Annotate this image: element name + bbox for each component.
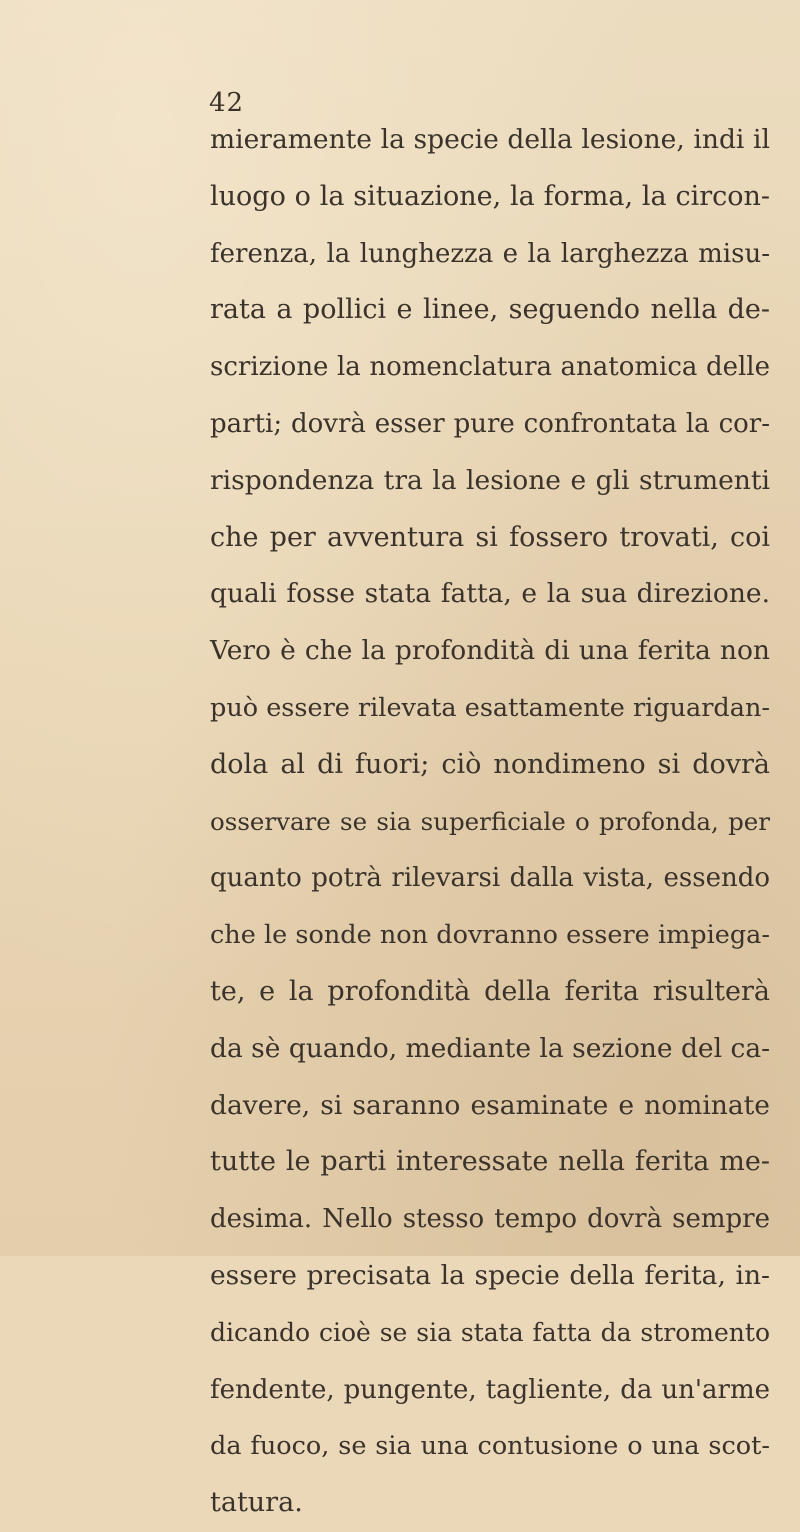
text-line: che per avventura si fossero trovati, coi xyxy=(210,521,770,553)
body-text xyxy=(210,112,770,1532)
text-line: desima. Nello stesso tempo dovrà sempre xyxy=(210,1204,770,1235)
text-line: da sè quando, mediante la sezione del ca- xyxy=(210,1032,771,1064)
text-line: osservare se sia superficiale o profonda, per xyxy=(210,806,770,836)
text-line: rata a pollici e linee, seguendo nella de- xyxy=(210,294,770,326)
text-line: davere, si saranno esaminate e nominate xyxy=(210,1089,770,1121)
text-line: tatura. xyxy=(210,1487,303,1519)
text-line: scrizione la nomenclatura anatomica delle xyxy=(210,352,770,383)
text-line: te, e la profondità della ferita risulterà xyxy=(210,975,770,1007)
text-line: luogo o la situazione, la forma, la circon- xyxy=(210,180,770,212)
text-line: rispondenza tra la lesione e gli strumenti xyxy=(210,464,770,496)
text-line: dola al di fuori; ciò nondimeno si dovrà xyxy=(210,748,770,780)
text-line: mieramente la specie della lesione, indi il xyxy=(210,124,770,155)
text-line: da fuoco, se sia una contusione o una scot- xyxy=(210,1431,770,1462)
text-line: quali fosse stata fatta, e la sua direzione. xyxy=(210,578,770,610)
text-line: Vero è che la profondità di una ferita non xyxy=(210,635,770,667)
text-line: può essere rilevata esattamente riguardan- xyxy=(210,692,770,723)
text-line: parti; dovrà esser pure confrontata la cor- xyxy=(210,408,770,439)
text-line: che le sonde non dovranno essere impiega- xyxy=(210,920,770,951)
page-number: 42 xyxy=(209,88,245,118)
text-line: fendente, pungente, tagliente, da un'arme xyxy=(210,1374,770,1405)
text-line: ferenza, la lunghezza e la larghezza misu- xyxy=(210,238,770,269)
text-line: tutte le parti interessate nella ferita me- xyxy=(210,1146,770,1178)
text-line: dicando cioè se sia stata fatta da stromento xyxy=(210,1317,770,1347)
text-line: essere precisata la specie della ferita, in- xyxy=(210,1259,770,1291)
text-line: quanto potrà rilevarsi dalla vista, essendo xyxy=(210,863,770,894)
